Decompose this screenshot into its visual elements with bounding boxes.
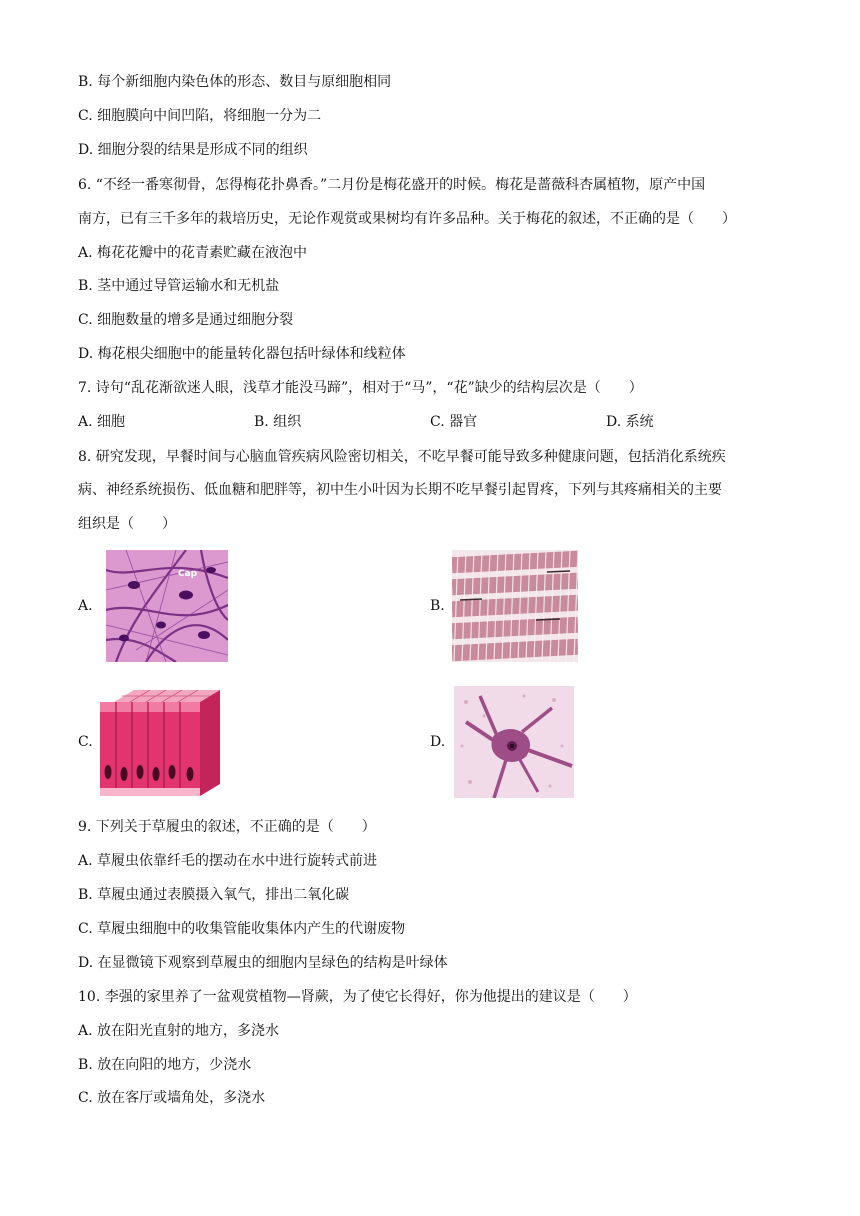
connective-tissue-micrograph	[106, 550, 228, 662]
q8-stem-line-3: 组织是（ ）	[78, 516, 176, 532]
q6-option-b: B. 茎中通过导管运输水和无机盐	[78, 278, 280, 294]
q6-stem-line-1: 6. “不经一番寒彻骨，怎得梅花扑鼻香。”二月份是梅花盛开的时候。梅花是蔷薇科杏属植物，原产中国	[78, 177, 706, 193]
q5-option-b: B. 每个新细胞内染色体的形态、数目与原细胞相同	[78, 74, 392, 90]
q7-option-b: B. 组织	[254, 414, 302, 430]
q8-label-c: C.	[78, 734, 93, 750]
muscle-tissue-micrograph	[452, 550, 578, 662]
q8-label-a: A.	[78, 598, 93, 614]
q8-label-b: B.	[430, 598, 445, 614]
q9-option-d: D. 在显微镜下观察到草履虫的细胞内呈绿色的结构是叶绿体	[78, 955, 448, 971]
q8-label-d: D.	[430, 734, 446, 750]
q5-option-c: C. 细胞膜向中间凹陷，将细胞一分为二	[78, 108, 322, 124]
q9-option-c: C. 草履虫细胞中的收集管能收集体内产生的代谢废物	[78, 921, 406, 937]
q6-option-d: D. 梅花根尖细胞中的能量转化器包括叶绿体和线粒体	[78, 346, 406, 362]
q10-option-a: A. 放在阳光直射的地方，多浇水	[78, 1023, 280, 1039]
q10-stem: 10. 李强的家里养了一盆观赏植物—肾蕨，为了使它长得好，你为他提出的建议是（ ）	[78, 989, 637, 1005]
q8-image-d-nervous-tissue	[454, 686, 574, 798]
q7-option-d: D. 系统	[606, 414, 654, 430]
q8-image-c-epithelial-tissue	[100, 688, 222, 800]
q10-option-b: B. 放在向阳的地方，少浇水	[78, 1057, 252, 1073]
q6-option-c: C. 细胞数量的增多是通过细胞分裂	[78, 312, 294, 328]
q7-stem: 7. 诗句“乱花渐欲迷人眼，浅草才能没马蹄”，相对于“马”，“花”缺少的结构层次是（ ）	[78, 380, 643, 396]
q5-option-d: D. 细胞分裂的结果是形成不同的组织	[78, 142, 308, 158]
q8-image-b-muscle-tissue	[452, 550, 578, 662]
q8-stem-line-2: 病、神经系统损伤、低血糖和肥胖等，初中生小叶因为长期不吃早餐引起胃疼，下列与其疼痛相关的主要	[78, 482, 722, 498]
q10-option-c: C. 放在客厅或墙角处，多浇水	[78, 1090, 266, 1106]
epithelial-tissue-diagram	[100, 688, 222, 800]
q7-option-a: A. 细胞	[78, 414, 126, 430]
q9-stem: 9. 下列关于草履虫的叙述，不正确的是（ ）	[78, 819, 376, 835]
q6-stem-line-2: 南方，已有三千多年的栽培历史，无论作观赏或果树均有许多品种。关于梅花的叙述，不正确的是（ ）	[78, 211, 736, 227]
q8-image-a-label: Cap	[178, 569, 198, 579]
q9-option-a: A. 草履虫依靠纤毛的摆动在水中进行旋转式前进	[78, 853, 378, 869]
q7-options	[78, 412, 782, 432]
q6-option-a: A. 梅花花瓣中的花青素贮藏在液泡中	[78, 245, 308, 261]
nervous-tissue-micrograph	[454, 686, 574, 798]
q9-option-b: B. 草履虫通过表膜摄入氧气，排出二氧化碳	[78, 887, 350, 903]
q8-image-a-connective-tissue	[106, 550, 228, 662]
q8-stem-line-1: 8. 研究发现，早餐时间与心脑血管疾病风险密切相关，不吃早餐可能导致多种健康问题，包括消化系统疾	[78, 449, 726, 465]
q7-option-c: C. 器官	[430, 414, 478, 430]
